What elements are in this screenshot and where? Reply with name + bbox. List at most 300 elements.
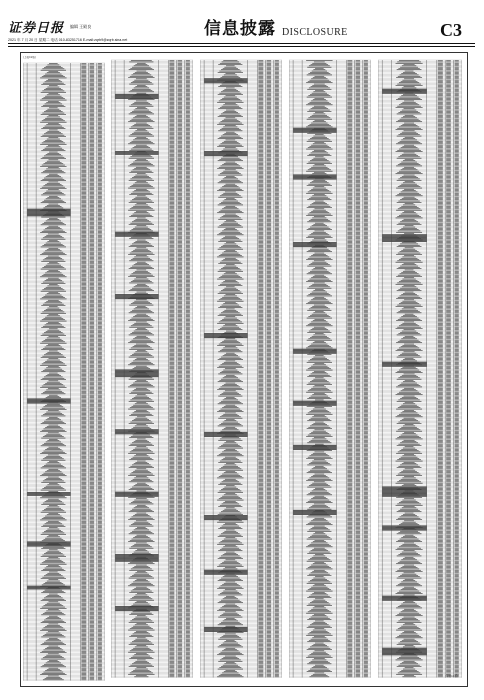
table-cell-text	[186, 638, 190, 639]
table-cell-text	[186, 289, 190, 290]
table-cell-text	[129, 327, 153, 328]
table-cell-text	[98, 67, 102, 68]
table-cell-text	[186, 326, 190, 327]
table-cell-text	[267, 77, 272, 78]
table-cell-text	[178, 466, 183, 467]
table-cell-text	[132, 133, 151, 134]
table-cell-text	[135, 197, 147, 198]
table-cell-text	[169, 574, 174, 575]
table-cell-text	[81, 239, 86, 240]
table-cell-text	[134, 220, 149, 221]
table-cell-text	[178, 220, 183, 221]
table-cell-text	[129, 548, 153, 549]
table-cell-text	[178, 77, 183, 78]
table-cell-text	[178, 397, 183, 398]
table-cell-text	[169, 531, 174, 532]
table-cell-text	[81, 596, 86, 597]
table-column-1	[23, 56, 105, 681]
table-cell-text	[81, 404, 86, 405]
table-cell-text	[45, 214, 63, 215]
table-cell-text	[186, 350, 190, 351]
table-cell-text	[186, 313, 190, 314]
table-cell-text	[98, 396, 102, 397]
table-cell-text	[135, 183, 148, 184]
table-cell-text	[46, 287, 61, 288]
table-cell-text	[258, 80, 263, 81]
table-cell-text	[40, 144, 66, 145]
table-cell-text	[178, 461, 183, 462]
table-cell-text	[98, 542, 102, 543]
table-cell-text	[41, 92, 66, 93]
table-cell-text	[169, 465, 174, 466]
table-cell-text	[169, 645, 174, 646]
table-cell-text	[178, 215, 183, 216]
table-cell-text	[41, 482, 65, 483]
table-cell-text	[169, 86, 174, 87]
table-cell-text	[98, 275, 102, 276]
table-cell-text	[169, 272, 174, 273]
table-cell-text	[186, 674, 190, 675]
table-cell-text	[186, 401, 190, 402]
table-cell-text	[169, 398, 174, 399]
table-cell-text	[47, 485, 59, 486]
table-cell-text	[98, 518, 102, 519]
table-cell-text	[98, 197, 102, 198]
table-cell-text	[130, 407, 153, 408]
table-cell-text	[98, 253, 102, 254]
table-cell-text	[178, 115, 183, 116]
table-cell-text	[134, 110, 149, 111]
table-cell-text	[136, 101, 147, 102]
table-cell-text	[81, 543, 86, 544]
table-cell-text	[186, 99, 190, 100]
table-cell-text	[169, 264, 174, 265]
table-cell-text	[169, 378, 174, 379]
table-cell-text	[42, 290, 64, 291]
table-cell-text	[90, 200, 95, 201]
table-cell-text	[81, 566, 86, 567]
table-cell-text	[169, 677, 174, 678]
table-cell-text	[81, 674, 86, 675]
table-cell-text	[81, 109, 86, 110]
table-cell-text	[90, 106, 95, 107]
table-cell-text	[169, 327, 174, 328]
table-cell-text	[98, 522, 102, 523]
table-cell-text	[40, 100, 66, 101]
table-cell-text	[43, 163, 63, 164]
table-cell-text	[178, 305, 183, 306]
table-cell-text	[186, 339, 190, 340]
table-cell-text	[169, 146, 174, 147]
table-cell-text	[186, 170, 190, 171]
table-cell-text	[186, 415, 190, 416]
table-cell-text	[169, 493, 174, 494]
table-cell-text	[128, 409, 154, 410]
table-cell-text	[186, 510, 190, 511]
table-cell-text	[169, 276, 174, 277]
table-cell-text	[133, 391, 151, 392]
table-cell-text	[133, 228, 149, 229]
table-cell-text	[90, 201, 95, 202]
table-cell-text	[129, 415, 153, 416]
table-cell-text	[129, 224, 154, 225]
table-cell-text	[81, 161, 86, 162]
table-cell-text	[48, 425, 58, 426]
table-cell-text	[258, 85, 263, 86]
table-cell-text	[90, 465, 95, 466]
table-cell-text	[81, 200, 86, 201]
table-cell-text	[98, 128, 102, 129]
table-cell-text	[98, 231, 102, 232]
table-cell-text	[48, 182, 58, 183]
table-cell-text	[178, 196, 183, 197]
table-cell-text	[98, 595, 102, 596]
table-cell-text	[169, 446, 174, 447]
table-cell-text	[178, 383, 183, 384]
table-cell-text	[169, 190, 174, 191]
table-cell-text	[221, 69, 240, 70]
table-cell-text	[46, 301, 60, 302]
table-cell-text	[186, 393, 190, 394]
table-cell-text	[137, 394, 146, 395]
table-cell-text	[134, 640, 149, 641]
table-cell-text	[81, 648, 86, 649]
table-cell-text	[169, 615, 174, 616]
table-cell-text	[44, 509, 63, 510]
table-cell-text	[178, 606, 183, 607]
table-cell-text	[169, 257, 174, 258]
table-cell-text	[186, 73, 190, 74]
table-cell-text	[178, 138, 183, 139]
table-cell-text	[178, 622, 183, 623]
table-cell-text	[178, 409, 183, 410]
table-cell-text	[90, 105, 95, 106]
table-cell-text	[186, 199, 190, 200]
table-cell-text	[169, 203, 174, 204]
table-cell-text	[178, 365, 183, 366]
table-cell-text	[186, 456, 190, 457]
table-cell-text	[178, 107, 183, 108]
table-cell-text	[90, 620, 95, 621]
table-cell-text	[98, 136, 102, 137]
table-cell-text	[186, 519, 190, 520]
table-cell-text	[222, 106, 240, 107]
table-cell-text	[90, 256, 95, 257]
table-cell-text	[90, 219, 95, 220]
table-cell-text	[186, 198, 190, 199]
table-cell-text	[186, 251, 190, 252]
table-cell-text	[178, 66, 183, 67]
table-cell-text	[136, 159, 146, 160]
table-cell-text	[90, 356, 95, 357]
table-cell-text	[131, 60, 152, 61]
table-cell-text	[178, 331, 183, 332]
table-cell-text	[130, 643, 152, 644]
table-cell-text	[81, 352, 86, 353]
table-cell-text	[48, 513, 58, 514]
table-cell-text	[137, 372, 146, 373]
table-cell-text	[81, 291, 86, 292]
table-cell-text	[169, 75, 174, 76]
table-cell-text	[131, 229, 151, 230]
table-cell-text	[132, 420, 151, 421]
table-cell-text	[44, 310, 63, 311]
table-cell-text	[90, 518, 95, 519]
table-cell-text	[81, 440, 86, 441]
table-cell-text	[169, 461, 174, 462]
table-cell-text	[81, 243, 86, 244]
table-cell-text	[169, 548, 174, 549]
table-cell-text	[225, 81, 236, 82]
table-cell-text	[129, 158, 154, 159]
table-cell-text	[81, 304, 86, 305]
table-cell-text	[134, 124, 148, 125]
table-cell-text	[90, 524, 95, 525]
table-cell-text	[169, 274, 174, 275]
table-cell-text	[186, 292, 190, 293]
table-cell-text	[169, 81, 174, 82]
table-cell-text	[81, 388, 86, 389]
table-cell-text	[90, 374, 95, 375]
table-cell-text	[178, 72, 183, 73]
table-cell-text	[129, 62, 153, 63]
table-cell-text	[178, 669, 183, 670]
table-cell-text	[46, 66, 61, 67]
table-cell-text	[186, 301, 190, 302]
table-cell-text	[128, 608, 154, 609]
table-cell-text	[81, 101, 86, 102]
table-cell-text	[178, 426, 183, 427]
table-cell-text	[134, 264, 149, 265]
table-cell-text	[90, 76, 95, 77]
table-cell-text	[178, 566, 183, 567]
table-cell-text	[258, 72, 263, 73]
table-cell-text	[178, 341, 183, 342]
table-cell-text	[136, 203, 146, 204]
table-cell-text	[90, 78, 95, 79]
table-cell-text	[81, 557, 86, 558]
table-cell-text	[81, 525, 86, 526]
table-cell-text	[169, 573, 174, 574]
table-cell-text	[90, 149, 95, 150]
table-cell-text	[222, 76, 238, 77]
table-cell-text	[90, 309, 95, 310]
table-cell-text	[186, 189, 190, 190]
table-cell-text	[90, 93, 95, 94]
table-cell-text	[178, 345, 183, 346]
table-cell-text	[169, 253, 174, 254]
table-cell-text	[98, 501, 102, 502]
table-cell-text	[186, 223, 190, 224]
table-cell-text	[81, 446, 86, 447]
table-cell-text	[98, 108, 102, 109]
table-cell-text	[169, 365, 174, 366]
table-cell-text	[129, 69, 154, 70]
table-cell-text	[98, 104, 102, 105]
table-cell-text	[178, 245, 183, 246]
table-cell-text	[186, 649, 190, 650]
table-cell-text	[258, 82, 263, 83]
table-cell-text	[90, 279, 95, 280]
table-cell-text	[186, 271, 190, 272]
table-cell-text	[186, 632, 190, 633]
table-cell-text	[169, 470, 174, 471]
table-cell-text	[169, 248, 174, 249]
table-cell-text	[169, 653, 174, 654]
table-cell-text	[90, 339, 95, 340]
table-cell-text	[186, 612, 190, 613]
table-cell-text	[178, 279, 183, 280]
table-cell-text	[98, 244, 102, 245]
table-cell-text	[169, 69, 174, 70]
table-cell-text	[186, 405, 190, 406]
table-cell-text	[186, 255, 190, 256]
table-cell-text	[178, 311, 183, 312]
table-cell-text	[81, 366, 86, 367]
table-cell-text	[46, 169, 60, 170]
table-cell-text	[81, 573, 86, 574]
table-cell-text	[169, 643, 174, 644]
table-cell-text	[90, 160, 95, 161]
table-cell-text	[90, 630, 95, 631]
table-cell-text	[90, 608, 95, 609]
table-cell-text	[46, 500, 60, 501]
table-cell-text	[186, 127, 190, 128]
table-cell-text	[81, 240, 86, 241]
table-cell-text	[42, 98, 65, 99]
table-cell-text	[137, 173, 146, 174]
table-cell-text	[98, 225, 102, 226]
table-cell-text	[40, 453, 66, 454]
table-cell-text	[90, 122, 95, 123]
table-cell-text	[178, 435, 183, 436]
table-cell-text	[275, 102, 279, 103]
table-cell-text	[81, 574, 86, 575]
table-cell-text	[81, 594, 86, 595]
table-cell-text	[186, 583, 190, 584]
table-cell-text	[98, 513, 102, 514]
table-cell-text	[186, 478, 190, 479]
table-cell-text	[81, 362, 86, 363]
table-cell-text	[135, 669, 148, 670]
table-cell-text	[90, 170, 95, 171]
table-cell-text	[131, 480, 152, 481]
table-cell-text	[186, 254, 190, 255]
table-cell-text	[129, 349, 153, 350]
table-cell-text	[186, 211, 190, 212]
table-cell-text	[40, 387, 66, 388]
table-cell-text	[98, 633, 102, 634]
table-cell-text	[178, 613, 183, 614]
table-cell-text	[169, 62, 174, 63]
table-cell-text	[81, 670, 86, 671]
table-cell-text	[169, 448, 174, 449]
table-cell-text	[178, 648, 183, 649]
table-cell-text	[48, 477, 59, 478]
table-cell-text	[81, 270, 86, 271]
table-cell-text	[46, 456, 60, 457]
table-cell-text	[42, 275, 65, 276]
table-cell-text	[90, 557, 95, 558]
table-cell-text	[41, 460, 65, 461]
table-cell-text	[137, 483, 146, 484]
table-cell-text	[90, 193, 95, 194]
table-cell-text	[90, 479, 95, 480]
table-cell-text	[169, 389, 174, 390]
table-cell-text	[134, 301, 148, 302]
table-cell-text	[81, 234, 86, 235]
table-cell-text	[169, 287, 174, 288]
table-cell-text	[81, 162, 86, 163]
table-cell-text	[178, 410, 183, 411]
table-cell-text	[178, 571, 183, 572]
table-cell-text	[90, 604, 95, 605]
table-cell-text	[135, 440, 147, 441]
table-cell-text	[169, 316, 174, 317]
table-cell-text	[90, 165, 95, 166]
table-cell-text	[169, 394, 174, 395]
table-cell-text	[98, 500, 102, 501]
table-cell-text	[169, 155, 174, 156]
table-cell-text	[90, 161, 95, 162]
table-cell-text	[186, 346, 190, 347]
table-cell-text	[131, 384, 151, 385]
table-cell-text	[40, 520, 66, 521]
table-cell-text	[81, 283, 86, 284]
table-cell-text	[169, 487, 174, 488]
table-cell-text	[169, 437, 174, 438]
table-cell-text	[137, 571, 146, 572]
table-cell-text	[81, 647, 86, 648]
table-cell-text	[40, 365, 66, 366]
table-cell-text	[90, 236, 95, 237]
table-cell-text	[169, 136, 174, 137]
table-cell-text	[90, 470, 95, 471]
table-cell-text	[186, 567, 190, 568]
table-cell-text	[130, 157, 152, 158]
table-cell-text	[186, 248, 190, 249]
table-cell-text	[81, 74, 86, 75]
table-cell-text	[186, 439, 190, 440]
table-cell-text	[98, 223, 102, 224]
table-cell-text	[169, 281, 174, 282]
table-cell-text	[130, 142, 153, 143]
table-cell-text	[132, 531, 151, 532]
table-cell-text	[90, 254, 95, 255]
table-cell-text	[90, 548, 95, 549]
table-cell-text	[267, 95, 272, 96]
table-cell-text	[186, 272, 190, 273]
table-cell-text	[42, 496, 65, 497]
table-cell-text	[186, 262, 190, 263]
table-cell-text	[47, 316, 60, 317]
table-cell-text	[98, 485, 102, 486]
table-cell-text	[137, 638, 146, 639]
table-cell-text	[178, 511, 183, 512]
table-cell-text	[220, 63, 241, 64]
table-cell-text	[81, 425, 86, 426]
table-cell-text	[169, 355, 174, 356]
table-cell-text	[128, 674, 154, 675]
table-cell-text	[81, 202, 86, 203]
table-cell-text	[220, 107, 241, 108]
table-cell-text	[178, 636, 183, 637]
table-cell-text	[186, 593, 190, 594]
table-cell-text	[275, 66, 279, 67]
table-cell-text	[169, 644, 174, 645]
table-cell-text	[186, 238, 190, 239]
table-cell-text	[45, 184, 61, 185]
